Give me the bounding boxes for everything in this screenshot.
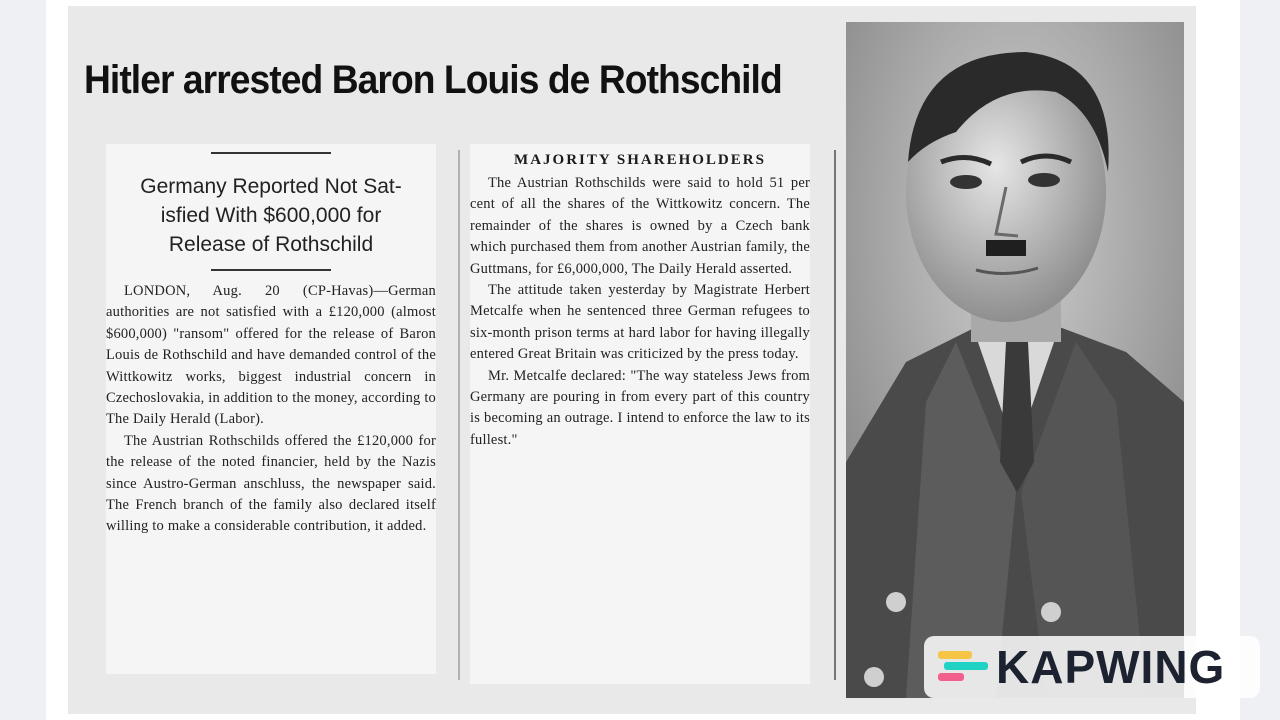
portrait-photo [846, 22, 1184, 698]
kapwing-watermark [924, 636, 1260, 698]
column-divider [834, 150, 836, 680]
article-paragraph: LONDON, Aug. 20 (CP-Havas)—German authorities are not satisfied with a £120,000 (almost $600,000) "ransom" offered for the release of Baron Louis de Rothschild and have demanded control of the Wittkowitz works, biggest industrial concern in Czechoslovakia, in addition to the money, according to The Daily Herald (Labor). [106, 283, 436, 428]
portrait-photo-icon [846, 22, 1184, 698]
right-article-column [470, 144, 810, 684]
top-rule [211, 152, 331, 154]
column-divider [458, 150, 460, 680]
article-paragraph: The Austrian Rothschilds offered the £120,000 for the release of the noted financier, held by the Nazis since Austro-German anschluss, the newspaper said. The French branch of the family also declared itself willing to make a considerable contribution, it added. [106, 432, 436, 535]
right-frame [1240, 0, 1280, 720]
article-paragraph: Mr. Metcalfe declared: "The way stateless Jews from Germany are pouring in from every part of this country is becoming an outrage. I intend to enforce the law to its fullest." [470, 367, 810, 448]
article-paragraph: The attitude taken yesterday by Magistrate Herbert Metcalfe when he sentenced three German refugees to six-month prison terms at hard labor for having illegally entered Great Britain was criticized by the press today. [470, 282, 810, 363]
subhead-line: Germany Reported Not Sat- [140, 175, 402, 198]
bottom-rule [211, 269, 331, 271]
headline: Hitler arrested Baron Louis de Rothschild [84, 58, 782, 102]
subhead-line: Release of Rothschild [168, 233, 374, 256]
article-paragraph: The Austrian Rothschilds were said to hold 51 per cent of all the shares of the Wittkowitz concern. The remainder of the shares is owned by a Czech bank which purchased them from another Austrian family, the Guttmans, for £6,000,000, The Daily Herald asserted. [470, 175, 810, 277]
kapwing-brand-text: KAPWING [996, 641, 1226, 693]
subhead-line: isfied With $600,000 for [160, 204, 382, 227]
article-subhead [112, 172, 430, 259]
left-frame [0, 0, 46, 720]
kapwing-logo-icon [936, 647, 990, 687]
left-article-column [106, 144, 436, 674]
section-heading: MAJORITY SHAREHOLDERS [514, 152, 766, 168]
